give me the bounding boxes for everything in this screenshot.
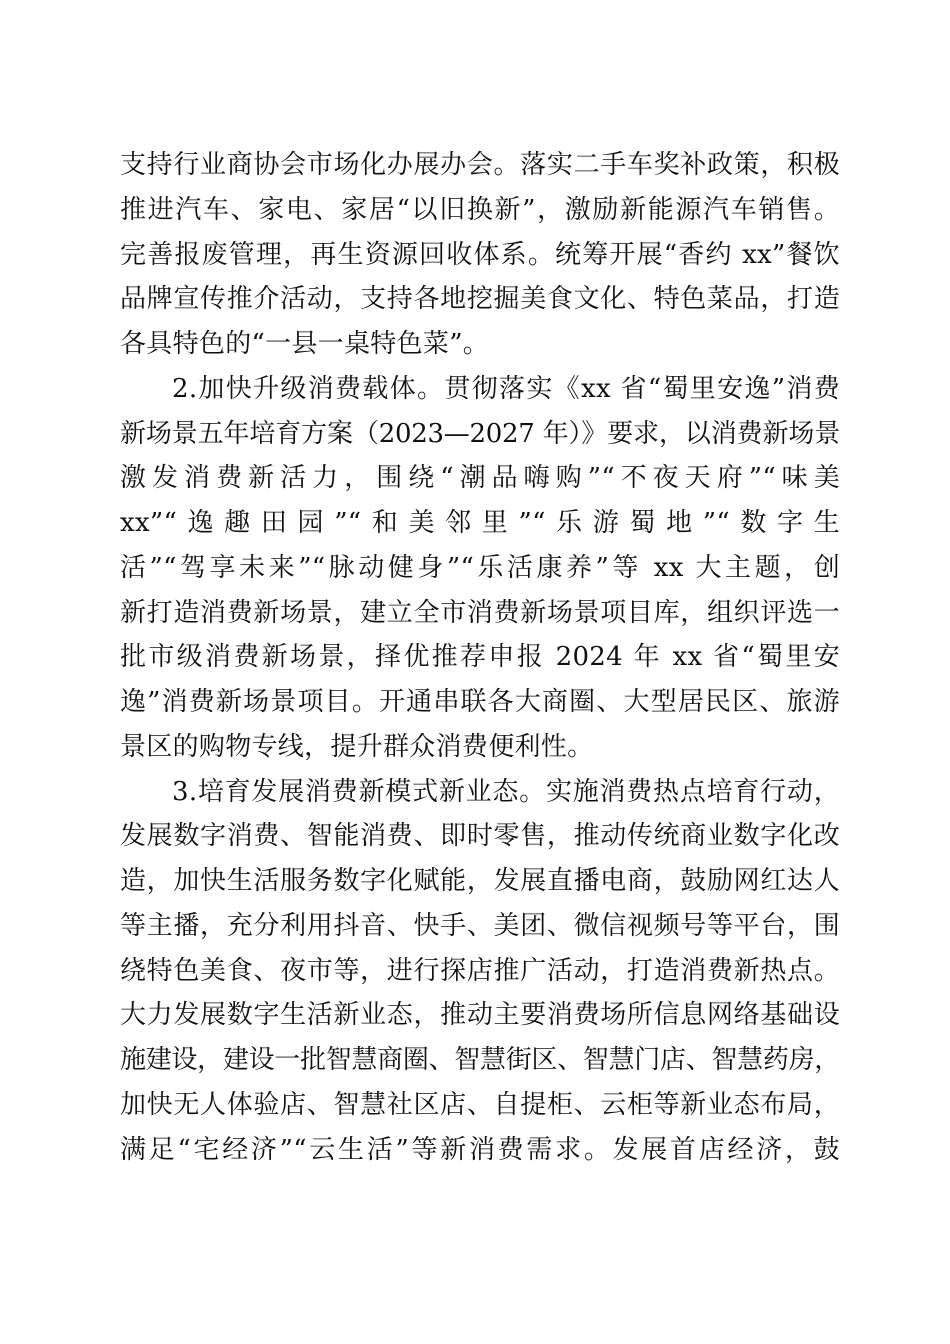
text-line: xx”“逸趣田园”“和美邻里”“乐游蜀地”“数字生 [120,508,840,538]
text-line: 满足“宅经济”“云生活”等新消费需求。发展首店经济，鼓 [120,1134,840,1165]
text-line: 施建设，建设一批智慧商圈、智慧街区、智慧门店、智慧药房， [120,1045,840,1075]
text-line: 新打造消费新场景，建立全市消费新场景项目库，组织评选一 [120,597,840,628]
text-line: 逸”消费新场景项目。开通串联各大商圈、大型居民区、旅游 [120,687,840,717]
text-line: 加快无人体验店、智慧社区店、自提柜、云柜等新业态布局， [120,1089,840,1120]
text-line: 活”“驾享未来”“脉动健身”“乐活康养”等 xx 大主题，创 [120,552,840,583]
text-line: 各具特色的“一县一桌特色菜”。 [120,329,490,359]
text-line: 品牌宣传推介活动，支持各地挖掘美食文化、特色菜品，打造 [120,284,840,315]
text-line: 批市级消费新场景，择优推荐申报 2024 年 xx 省“蜀里安 [120,642,840,673]
text-line: 推进汽车、家电、家居“以旧换新”，激励新能源汽车销售。 [120,194,840,225]
text-line: 支持行业商协会市场化办展办会。落实二手车奖补政策，积极 [120,150,840,180]
paragraph-first-line: 2.加快升级消费载体。贯彻落实《xx 省“蜀里安逸”消费 [172,373,840,404]
text-line: 等主播，充分利用抖音、快手、美团、微信视频号等平台，围 [120,910,840,941]
text-line: 完善报废管理，再生资源回收体系。统筹开展“香约 xx”餐饮 [120,239,840,270]
text-line: 发展数字消费、智能消费、即时零售，推动传统商业数字化改 [120,821,840,852]
text-line: 造，加快生活服务数字化赋能，发展直播电商，鼓励网红达人 [120,866,840,896]
text-line: 新场景五年培育方案（2023—2027 年）》要求，以消费新场景 [120,418,840,449]
body-text [120,143,840,1172]
paragraph-first-line: 3.培育发展消费新模式新业态。实施消费热点培育行动， [172,776,840,807]
text-line: 绕特色美食、夜市等，进行探店推广活动，打造消费新热点。 [120,955,840,986]
text-line: 大力发展数字生活新业态，推动主要消费场所信息网络基础设 [120,1000,840,1031]
text-line: 激发消费新活力，围绕“潮品嗨购”“不夜天府”“味美 [120,463,840,494]
text-line: 景区的购物专线，提升群众消费便利性。 [120,731,594,762]
